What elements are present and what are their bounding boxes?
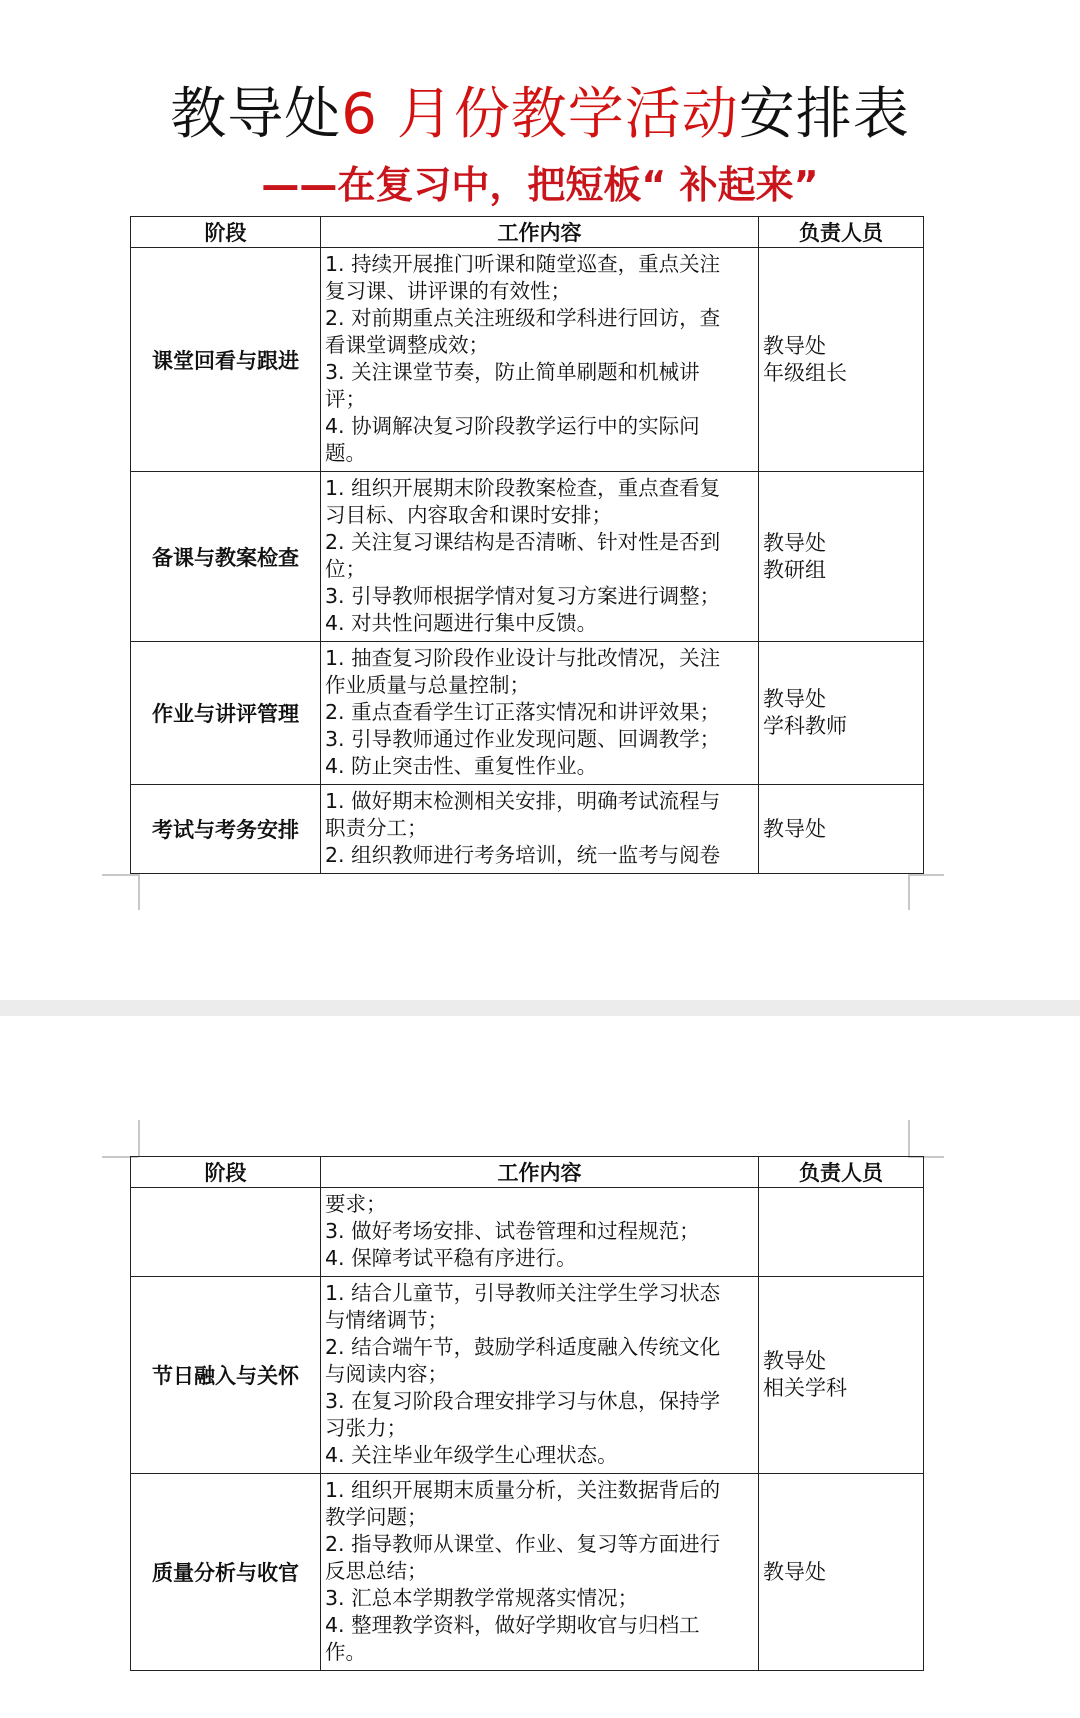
content-cell [321,785,759,874]
content-line: 与阅读内容； [325,1362,448,1386]
content-line: 4. 关注毕业年级学生心理状态。 [325,1443,618,1467]
content-cell [321,642,759,785]
content-line: 2. 组织教师进行考务培训，统一监考与阅卷 [325,843,721,867]
content-line: 职责分工； [325,816,428,840]
owner-line: 教研组 [763,557,826,582]
title-part-3: 安排表 [738,82,910,147]
page-margin-mark [138,1120,140,1156]
header-content: 工作内容 [321,217,759,248]
header-stage: 阶段 [131,1157,321,1188]
table-header-row [131,217,924,248]
content-line: 反思总结； [325,1559,428,1583]
owner-cell [759,248,924,472]
content-cell [321,1474,759,1671]
content-line: 1. 结合儿童节，引导教师关注学生学习状态 [325,1281,721,1305]
table-row [131,642,924,785]
content-line: 2. 结合端午节，鼓励学科适度融入传统文化 [325,1335,721,1359]
content-line: 位； [325,557,366,581]
content-line: 题。 [325,441,366,465]
stage-cell: 课堂回看与跟进 [131,248,321,472]
owner-line: 教导处 [763,1559,826,1584]
document-page-2 [0,1016,1080,1718]
page-margin-mark [908,1120,910,1156]
content-line: 2. 关注复习课结构是否清晰、针对性是否到 [325,530,721,554]
schedule-table-page-1 [130,216,924,874]
stage-cell: 作业与讲评管理 [131,642,321,785]
owner-line: 教导处 [763,687,826,711]
table-row [131,472,924,642]
owner-cell [759,1188,924,1277]
content-cell [321,1188,759,1277]
content-line: 作业质量与总量控制； [325,673,530,697]
owner-line: 相关学科 [763,1376,847,1400]
content-line: 2. 重点查看学生订正落实情况和讲评效果； [325,700,721,724]
table-header-row [131,1157,924,1188]
content-cell [321,1277,759,1474]
table-row [131,785,924,874]
owner-cell [759,642,924,785]
content-line: 1. 抽查复习阶段作业设计与批改情况，关注 [325,646,721,670]
content-line: 看课堂调整成效； [325,333,489,357]
content-line: 3. 在复习阶段合理安排学习与休息，保持学 [325,1389,721,1413]
page-margin-mark [138,874,140,910]
content-line: 4. 防止突击性、重复性作业。 [325,754,598,778]
table-row [131,248,924,472]
table-row [131,1277,924,1474]
header-stage: 阶段 [131,217,321,248]
owner-cell [759,472,924,642]
content-cell [321,472,759,642]
document-subtitle: ——在复习中，把短板“ 补起来” [261,163,819,207]
owner-line: 年级组长 [763,360,847,385]
owner-line: 教导处 [763,816,826,841]
page-margin-mark [102,874,138,876]
content-line: 4. 保障考试平稳有序进行。 [325,1246,577,1270]
stage-cell: 质量分析与收官 [131,1474,321,1671]
content-cell [321,248,759,472]
content-line: 教学问题； [325,1505,428,1529]
content-line: 要求； [325,1192,387,1216]
owner-cell [759,1474,924,1671]
content-line: 1. 组织开展期末阶段教案检查，重点查看复 [325,476,721,500]
content-line: 2. 指导教师从课堂、作业、复习等方面进行 [325,1532,721,1556]
content-line: 3. 引导教师根据学情对复习方案进行调整； [325,584,721,608]
owner-line: 教导处 [763,1349,826,1373]
content-line: 习张力； [325,1416,407,1440]
header-content: 工作内容 [321,1157,759,1188]
page-margin-mark [908,874,944,876]
content-line: 3. 做好考场安排、试卷管理和过程规范； [325,1219,700,1243]
content-line: 复习课、讲评课的有效性； [325,279,571,303]
content-line: 3. 关注课堂节奏，防止简单刷题和机械讲 [325,360,700,384]
document-title [0,80,1080,150]
page-margin-mark [908,874,910,910]
content-line: 4. 协调解决复习阶段教学运行中的实际问 [325,414,700,438]
content-line: 2. 对前期重点关注班级和学科进行回访，查 [325,306,721,330]
content-line: 4. 对共性问题进行集中反馈。 [325,611,598,635]
owner-cell [759,785,924,874]
owner-line: 教导处 [763,530,826,555]
content-line: 习目标、内容取舍和课时安排； [325,503,612,527]
stage-cell [131,1188,321,1277]
stage-cell: 节日融入与关怀 [131,1277,321,1474]
content-line: 作。 [325,1640,366,1664]
content-line: 评； [325,387,366,411]
content-line: 与情绪调节； [325,1308,448,1332]
content-line: 1. 做好期末检测相关安排，明确考试流程与 [325,789,721,813]
title-part-2: 6 月份教学活动 [341,82,739,147]
content-line: 1. 持续开展推门听课和随堂巡查，重点关注 [325,252,721,276]
content-line: 4. 整理教学资料，做好学期收官与归档工 [325,1613,700,1637]
table-row [131,1474,924,1671]
owner-cell [759,1277,924,1474]
content-line: 3. 引导教师通过作业发现问题、回调教学； [325,727,721,751]
owner-line: 教导处 [763,333,826,358]
schedule-table-page-2 [130,1156,924,1671]
content-line: 1. 组织开展期末质量分析，关注数据背后的 [325,1478,721,1502]
page-gap [0,1000,1080,1016]
title-part-1: 教导处 [170,82,342,147]
table-row [131,1188,924,1277]
header-owner: 负责人员 [759,1157,924,1188]
content-line: 3. 汇总本学期教学常规落实情况； [325,1586,639,1610]
stage-cell: 备课与教案检查 [131,472,321,642]
header-owner: 负责人员 [759,217,924,248]
stage-cell: 考试与考务安排 [131,785,321,874]
owner-line: 学科教师 [763,714,847,738]
